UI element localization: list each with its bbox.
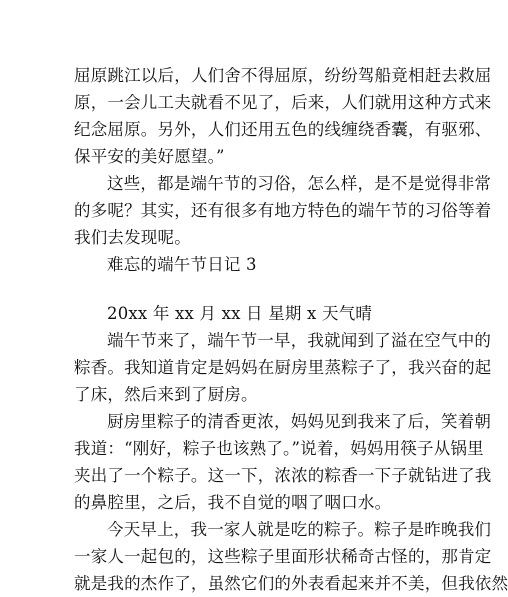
text-line: 纪念屈原。另外，人们还用五色的线缠绕香囊，有驱邪、	[74, 120, 492, 139]
text-line: 原，一会儿工夫就看不见了，后来，人们就用这种方式来	[74, 93, 492, 112]
text-line: 这些，都是端午节的习俗，怎么样，是不是觉得非常	[107, 174, 492, 193]
text-line: 我道：“刚好，粽子也该熟了。”说着，妈妈用筷子从锅里	[74, 439, 484, 458]
text-line: 20xx 年 xx 月 xx 日 星期 x 天气晴	[107, 304, 373, 323]
text-line: 了床，然后来到了厨房。	[74, 385, 258, 404]
text-line: 难忘的端午节日记 3	[107, 255, 257, 274]
text-line: 一家人一起包的，这些粽子里面形状稀奇古怪的，那肯定	[74, 547, 492, 566]
text-line: 我们去发现呢。	[74, 228, 191, 247]
text-line: 的鼻腔里，之后，我不自觉的咽了咽口水。	[74, 493, 392, 512]
text-line: 的多呢？其实，还有很多有地方特色的端午节的习俗等着	[74, 201, 492, 220]
text-line: 粽香。我知道肯定是妈妈在厨房里蒸粽子了，我兴奋的起	[74, 358, 492, 377]
text-line: 保平安的美好愿望。”	[74, 147, 225, 166]
text-line: 屈原跳江以后，人们舍不得屈原，纷纷驾船竟相赶去救屈	[74, 66, 492, 85]
text-line: 就是我的杰作了，虽然它们的外表看起来并不美，但我依然	[74, 574, 508, 593]
text-block-2	[74, 300, 508, 597]
text-line: 端午节来了，端午节一早，我就闻到了溢在空气中的	[107, 331, 492, 350]
text-line: 夹出了一个粽子。这一下，浓浓的粽香一下子就钻进了我	[74, 466, 492, 485]
text-line: 今天早上，我一家人就是吃的粽子。粽子是昨晚我们	[107, 520, 492, 539]
text-line: 厨房里粽子的清香更浓，妈妈见到我来了后，笑着朝	[107, 412, 492, 431]
text-block-1	[74, 62, 492, 278]
